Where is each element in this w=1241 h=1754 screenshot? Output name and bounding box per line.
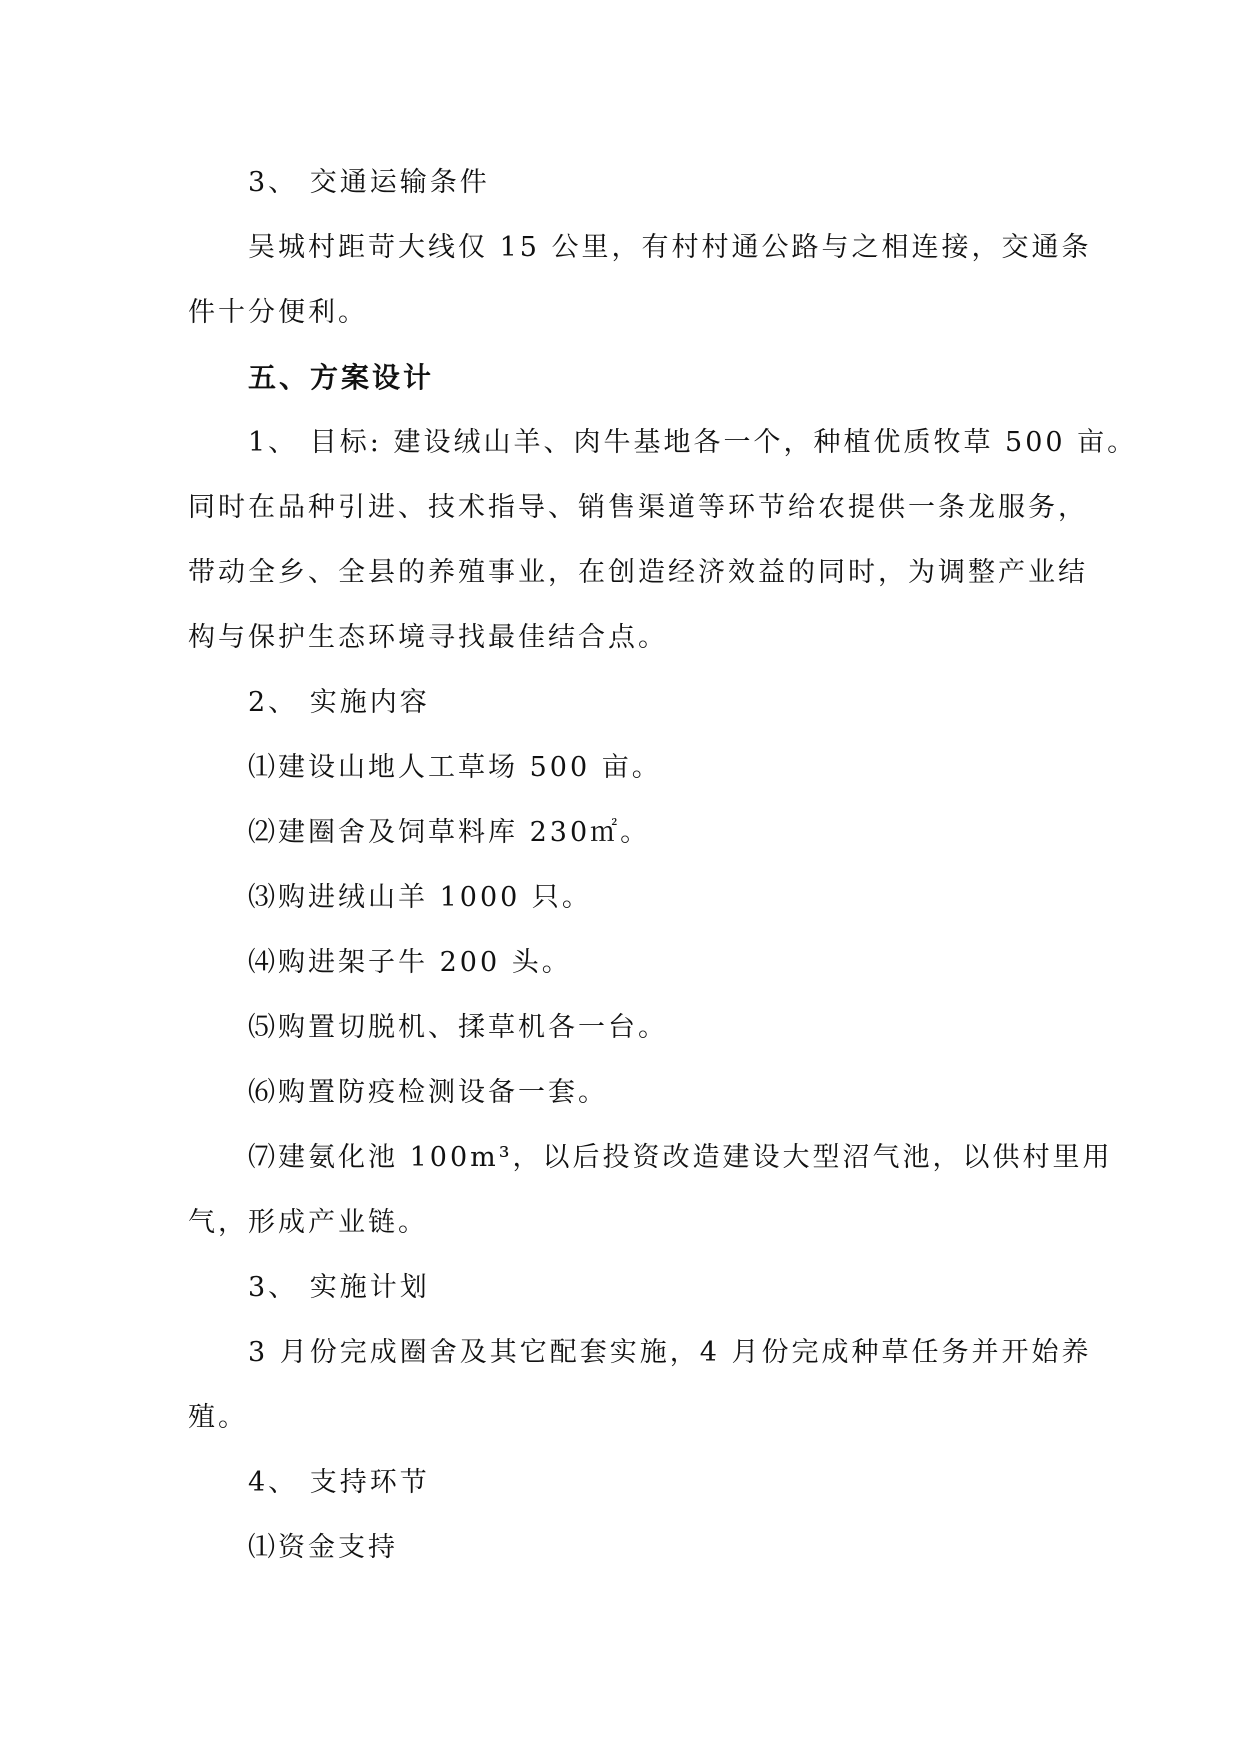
list-item: ⑷购进架子牛 200 头。	[248, 947, 572, 978]
list-item: ⑵建圈舍及饲草料库 230㎡。	[248, 817, 651, 848]
paragraph-line: 殖。	[188, 1402, 248, 1433]
paragraph-line: 吴城村距苛大线仅 15 公里，有村村通公路与之相连接，交通条	[248, 232, 1092, 263]
list-item: ⑸购置切脱机、揉草机各一台。	[248, 1012, 668, 1043]
section-heading: 五、方案设计	[248, 361, 435, 394]
paragraph-line: 件十分便利。	[188, 297, 368, 328]
list-item: ⑴资金支持	[248, 1532, 398, 1563]
paragraph-line: 3 月份完成圈舍及其它配套实施，4 月份完成种草任务并开始养	[248, 1337, 1092, 1368]
list-item: ⑴建设山地人工草场 500 亩。	[248, 752, 662, 783]
paragraph-line: 气，形成产业链。	[188, 1207, 428, 1238]
paragraph-line: 同时在品种引进、技术指导、销售渠道等环节给农提供一条龙服务，	[188, 492, 1088, 523]
subheading-plan: 3、 实施计划	[248, 1272, 430, 1303]
list-item: ⑺建氨化池 100m³，以后投资改造建设大型沼气池，以供村里用	[248, 1142, 1113, 1173]
paragraph-line: 带动全乡、全县的养殖事业，在创造经济效益的同时，为调整产业结	[188, 557, 1088, 588]
subheading-transport: 3、 交通运输条件	[248, 167, 490, 198]
subheading-support: 4、 支持环节	[248, 1467, 430, 1498]
list-item: ⑹购置防疫检测设备一套。	[248, 1077, 608, 1108]
paragraph-line: 构与保护生态环境寻找最佳结合点。	[188, 622, 668, 653]
paragraph-line: 1、 目标: 建设绒山羊、肉牛基地各一个，种植优质牧草 500 亩。	[248, 427, 1138, 458]
list-item: ⑶购进绒山羊 1000 只。	[248, 882, 592, 913]
subheading-content: 2、 实施内容	[248, 687, 430, 718]
